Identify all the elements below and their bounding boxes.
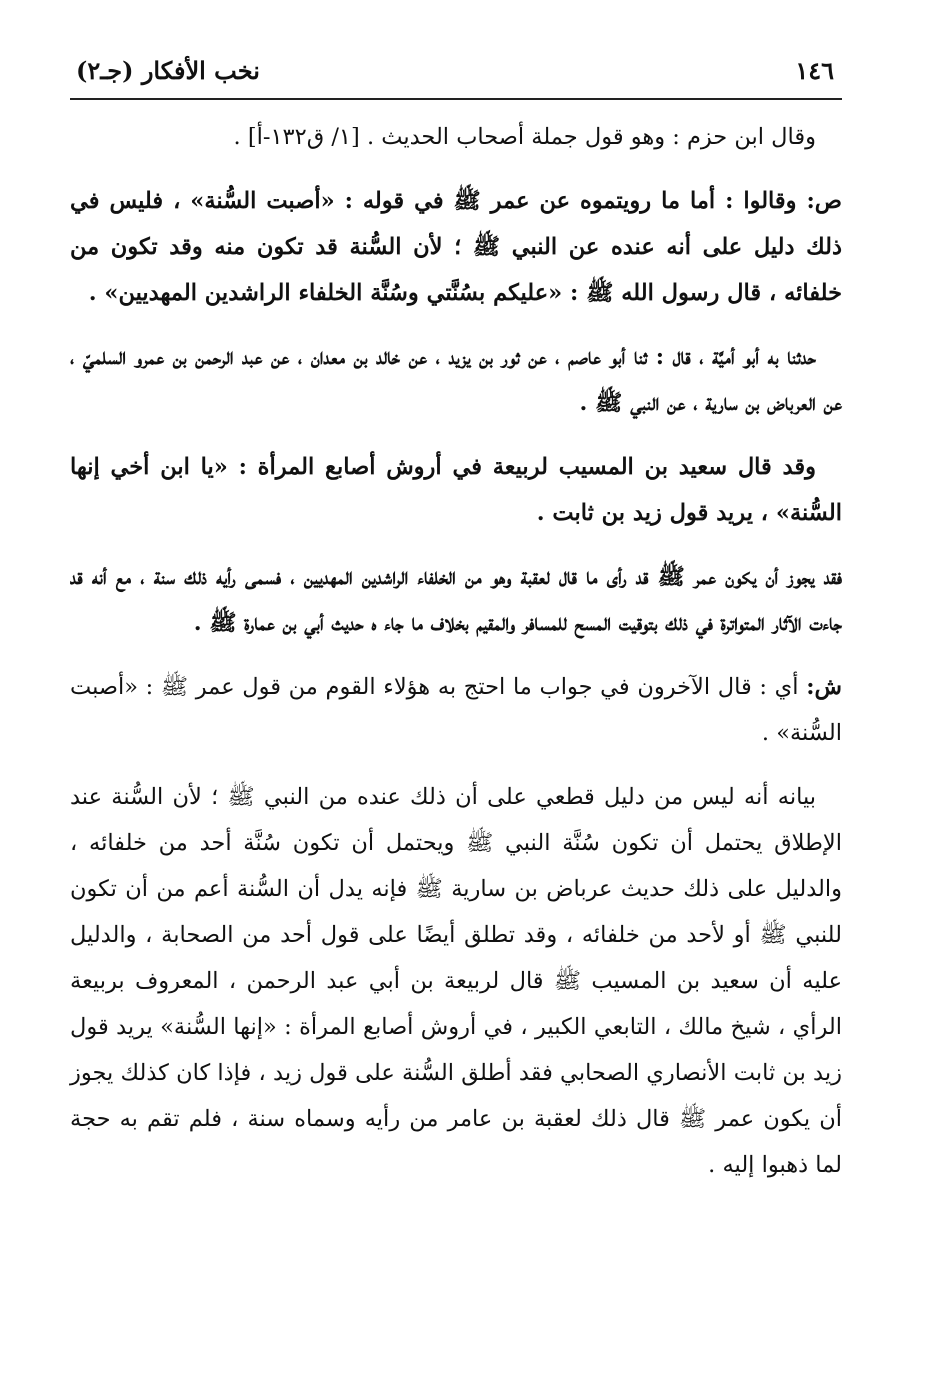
page-content (70, 114, 842, 1188)
paragraph-shin-commentary (70, 664, 842, 756)
paragraph-explanation (70, 774, 842, 1188)
paragraph-text: فقد يجوز أن يكون عمر ﷺ قد رأى ما قال لعقبة وهو من الخلفاء الراشدين المهديين ، فسمى رأيه ذلك سنة ، مع أنه قد جاءت الآثار المتواترة في ذلك بتوقيت المسح للمسافر والمقيم بخلاف ما جاء ه حديث أبي بن عمارة ﷺ . (70, 564, 842, 636)
shin-marker: ش: (806, 674, 842, 700)
running-title: نخب الأفكار (جـ٢) (76, 56, 260, 85)
paragraph-text: أي : قال الآخرون في جواب ما احتج به هؤلاء القوم من قول عمر ﷺ : «أصبت السُّنة» . (70, 674, 842, 746)
paragraph-text: حدثنا به أبو أميَّة ، قال : ثنا أبو عاصم ، عن ثور بن يزيد ، عن خالد بن معدان ، عن عبد الرحمن بن عمرو السلميّ ، عن العرباض بن سارية ، عن النبي ﷺ . (70, 344, 842, 416)
paragraph-sad-text (70, 178, 842, 316)
paragraph-said-ibn-musayyib (70, 444, 842, 536)
sad-marker: ص: (806, 188, 842, 214)
paragraph-text: وقالوا : أما ما رويتموه عن عمر ﷺ في قوله : «أصبت السُّنة» ، فليس في ذلك دليل على أنه عنده عن النبي ﷺ ؛ لأن السُّنة قد تكون منه وقد تكون من خلفائه ، قال رسول الله ﷺ : «عليكم بسُنَّتي وسُنَّة الخلفاء الراشدين المهديين» . (70, 188, 842, 306)
paragraph-umar-opinion (70, 554, 842, 646)
paragraph-text: وقال ابن حزم : وهو قول جملة أصحاب الحديث . [١/ ق١٣٢-أ] . (233, 124, 816, 150)
page-number: ١٤٦ (795, 56, 834, 85)
paragraph-text: بيانه أنه ليس من دليل قطعي على أن ذلك عنده من النبي ﷺ ؛ لأن السُّنة عند الإطلاق يحتمل أن تكون سُنَّة النبي ﷺ ويحتمل أن تكون سُنَّة أحد من خلفائه ، والدليل على ذلك حديث عرباض بن سارية ﷺ فإنه يدل أن السُّنة أعم من أن تكون للنبي ﷺ أو لأحد من خلفائه ، وقد تطلق أيضًا على قول أحد من الصحابة ، والدليل عليه أن سعيد بن المسيب ﷺ قال لربيعة بن أبي عبد الرحمن ، المعروف بربيعة الرأي ، شيخ مالك ، التابعي الكبير ، في أروش أصابع المرأة : «إنها السُّنة» يريد قول زيد بن ثابت الأنصاري الصحابي فقد أطلق السُّنة على قول زيد ، فإذا كان كذلك يجوز أن يكون عمر ﷺ قال ذلك لعقبة بن عامر من رأيه وسماه سنة ، فلم تقم به حجة لما ذهبوا إليه . (70, 784, 842, 1178)
document-page (70, 40, 842, 1340)
paragraph-ibn-hazm (70, 114, 842, 160)
page-header (70, 40, 842, 100)
paragraph-text: وقد قال سعيد بن المسيب لربيعة في أروش أصابع المرأة : «يا ابن أخي إنها السُّنة» ، يريد قول زيد بن ثابت . (70, 454, 842, 526)
paragraph-isnad (70, 334, 842, 426)
